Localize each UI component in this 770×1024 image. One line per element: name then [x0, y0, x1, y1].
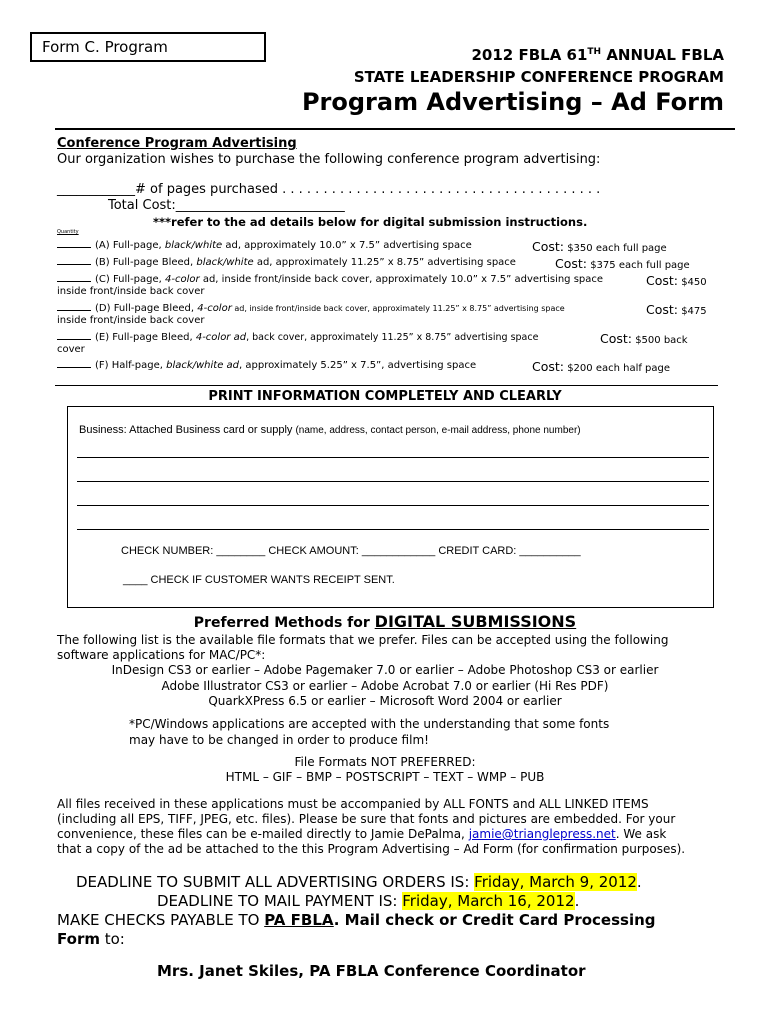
quantity-label: Quantity: [57, 229, 79, 235]
fonts-note-3: convenience, these files can be e-mailed directly to Jamie DePalma, jamie@trianglepress.net. We ask: [57, 827, 667, 841]
preferred-heading: Preferred Methods for DIGITAL SUBMISSIONS: [193, 612, 577, 631]
not-preferred-title: File Formats NOT PREFERRED:: [294, 755, 476, 769]
ad-option-e-cost: Cost: $500 back: [600, 331, 688, 346]
intro-text: Our organization wishes to purchase the following conference program advertising:: [57, 152, 601, 167]
ad-option-f[interactable]: (F) Half-page, black/white ad, approximately 5.25” x 7.5”, advertising space: [57, 358, 476, 371]
deadline-mail: DEADLINE TO MAIL PAYMENT IS: Friday, March 16, 2012.: [157, 892, 580, 910]
business-line-2[interactable]: [77, 481, 709, 482]
apps-line-2: Adobe Illustrator CS3 or earlier – Adobe Acrobat 7.0 or earlier (Hi Res PDF): [161, 679, 609, 693]
business-line-1[interactable]: [77, 457, 709, 458]
business-label: Business: Attached Business card or supply (name, address, contact person, e-mail address, phone number): [79, 424, 581, 436]
refer-note: ***refer to the ad details below for digital submission instructions.: [153, 215, 588, 229]
ad-option-b-cost: Cost: $375 each full page: [555, 256, 690, 271]
ad-option-f-cost: Cost: $200 each half page: [532, 359, 671, 374]
pages-purchased-field[interactable]: ____________# of pages purchased . . . . . . . . . . . . . . . . . . . . . . . . . . . . . . . . . . . . . . .: [57, 182, 601, 197]
email-link[interactable]: jamie@trianglepress.net: [468, 827, 616, 841]
divider: [55, 385, 718, 386]
ad-option-e-cont: cover: [57, 344, 85, 355]
ad-option-d[interactable]: (D) Full-page Bleed, 4-color ad, inside front/inside back cover, approximately 11.25” x 8.75” advertising space: [57, 301, 565, 314]
ad-option-b[interactable]: (B) Full-page Bleed, black/white ad, approximately 11.25” x 8.75” advertising space: [57, 255, 516, 268]
ad-option-d-cost: Cost: $475: [646, 302, 707, 317]
business-line-4[interactable]: [77, 529, 709, 530]
section-title: Conference Program Advertising: [57, 136, 297, 151]
divider: [55, 128, 735, 130]
print-heading: PRINT INFORMATION COMPLETELY AND CLEARLY: [208, 389, 562, 404]
fonts-note-4: that a copy of the ad be attached to the this Program Advertising – Ad Form (for confirmation purposes).: [57, 842, 686, 856]
deadline-submit: DEADLINE TO SUBMIT ALL ADVERTISING ORDERS IS: Friday, March 9, 2012.: [76, 873, 642, 891]
ad-option-e[interactable]: (E) Full-page Bleed, 4-color ad, back cover, approximately 11.25” x 8.75” advertising space: [57, 330, 538, 343]
ad-option-c-cont: inside front/inside back cover: [57, 286, 205, 297]
header-line1: 2012 FBLA 61TH ANNUAL FBLA: [471, 46, 724, 64]
form-label-box: Form C. Program: [30, 32, 266, 62]
payable-line-2: Form to:: [57, 930, 125, 948]
apps-line-1: InDesign CS3 or earlier – Adobe Pagemaker 7.0 or earlier – Adobe Photoshop CS3 or earlier: [111, 663, 659, 677]
total-cost-field[interactable]: Total Cost:__________________________: [108, 198, 345, 213]
payable-line: MAKE CHECKS PAYABLE TO PA FBLA. Mail check or Credit Card Processing: [57, 911, 656, 929]
fonts-note-2: (including all EPS, TIFF, JPEG, etc. files). Please be sure that fonts and pictures are embedded. For your: [57, 812, 676, 826]
fonts-note-1: All files received in these applications must be accompanied by ALL FONTS and ALL LINKED ITEMS: [57, 797, 649, 811]
pc-note-1: *PC/Windows applications are accepted with the understanding that some fonts: [129, 717, 610, 731]
header-line2: STATE LEADERSHIP CONFERENCE PROGRAM: [353, 68, 724, 86]
formats-intro-2: software applications for MAC/PC*:: [57, 648, 266, 662]
ad-option-a-cost: Cost: $350 each full page: [532, 239, 667, 254]
receipt-checkbox[interactable]: ____ CHECK IF CUSTOMER WANTS RECEIPT SENT.: [123, 574, 395, 586]
ad-option-c-cost: Cost: $450: [646, 273, 707, 288]
check-fields[interactable]: CHECK NUMBER: ________ CHECK AMOUNT: ____________ CREDIT CARD: __________: [121, 545, 581, 557]
coordinator: Mrs. Janet Skiles, PA FBLA Conference Coordinator: [157, 962, 586, 980]
not-preferred-list: HTML – GIF – BMP – POSTSCRIPT – TEXT – WMP – PUB: [225, 770, 545, 784]
ad-option-c[interactable]: (C) Full-page, 4-color ad, inside front/inside back cover, approximately 10.0” x 7.5” advertising space: [57, 272, 603, 285]
business-line-3[interactable]: [77, 505, 709, 506]
ad-option-a[interactable]: (A) Full-page, black/white ad, approximately 10.0” x 7.5” advertising space: [57, 238, 472, 251]
formats-intro: The following list is the available file formats that we prefer. Files can be accepted using the following: [57, 633, 669, 647]
page-title: Program Advertising – Ad Form: [301, 88, 724, 116]
pc-note-2: may have to be changed in order to produce film!: [129, 733, 429, 747]
ad-option-d-cont: inside front/inside back cover: [57, 315, 205, 326]
apps-line-3: QuarkXPress 6.5 or earlier – Microsoft Word 2004 or earlier: [208, 694, 562, 708]
